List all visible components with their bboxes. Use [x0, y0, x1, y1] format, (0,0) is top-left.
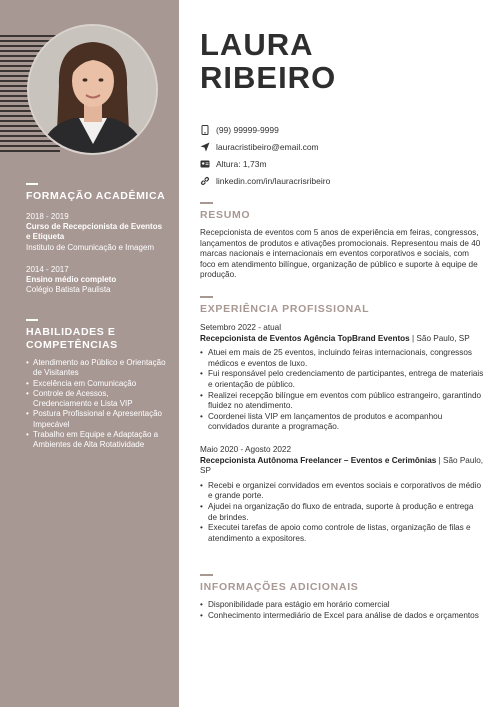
section-accent-bar — [200, 296, 213, 298]
job-location: | São Paulo, SP — [409, 333, 470, 343]
job-date: Maio 2020 - Agosto 2022 — [200, 444, 292, 454]
education-section — [26, 183, 166, 295]
link-icon — [200, 176, 210, 186]
height-text: Altura: 1,73m — [216, 158, 267, 169]
skill-item: • Controle de Acessos, Credenciamento e Lista VIP — [26, 389, 166, 410]
education-degree: Ensino médio completo — [26, 275, 117, 285]
email-link[interactable]: lauracristibeiro@email.com — [216, 141, 319, 152]
job-bullet: • Atuei em mais de 25 eventos, incluindo feiras internacionais, congressos médicos e eventos de luxo. — [200, 348, 484, 369]
skills-section — [26, 319, 166, 451]
contact-linkedin — [200, 172, 490, 189]
additional-info-item: • Conhecimento intermediário de Excel para análise de dados e orçamentos — [200, 611, 484, 622]
summary-section — [200, 202, 484, 281]
job-bullets — [200, 481, 484, 545]
job-entry — [200, 445, 484, 544]
job-location: | São Paulo, SP — [200, 455, 484, 476]
section-accent-bar — [200, 202, 213, 204]
job-bullet: • Ajudei na organização do fluxo de entrada, suporte à produção e entrega de brindes. — [200, 502, 484, 523]
summary-heading: RESUMO — [200, 209, 251, 221]
additional-info-heading: INFORMAÇÕES ADICIONAIS — [200, 581, 359, 593]
job-entry — [200, 323, 484, 433]
job-bullet: • Fui responsável pelo credenciamento de participantes, entrega de materiais e orientação de público. — [200, 369, 484, 390]
job-date: Setembro 2022 - atual — [200, 323, 282, 332]
sidebar — [0, 0, 179, 707]
phone-icon — [200, 125, 210, 135]
section-accent-bar — [200, 574, 213, 576]
skills-list — [26, 358, 166, 451]
contact-height — [200, 155, 490, 172]
skill-item: • Excelência em Comunicação — [26, 379, 166, 389]
education-school: Colégio Batista Paulista — [26, 285, 111, 295]
education-heading: FORMAÇÃO ACADÊMICA — [26, 190, 166, 202]
phone-text: (99) 99999-9999 — [216, 124, 279, 135]
contact-email — [200, 138, 490, 155]
first-name: LAURA — [200, 27, 314, 62]
job-bullet: • Executei tarefas de apoio como controle de listas, organização de filas e atendimento a expositores. — [200, 523, 484, 544]
job-bullet: • Realizei recepção bilíngue em eventos com público estrangeiro, garantindo fluidez no atendimento. — [200, 391, 484, 412]
id-card-icon — [200, 159, 210, 169]
education-entry — [26, 265, 166, 296]
education-degree: Curso de Recepcionista de Eventos e Etiqueta — [26, 222, 163, 242]
education-school: Instituto de Comunicação e Imagem — [26, 242, 155, 252]
candidate-name — [200, 28, 490, 94]
job-bullets — [200, 348, 484, 433]
experience-section — [200, 296, 484, 544]
job-title: Recepcionista Autônoma Freelancer – Eventos e Cerimônias — [200, 455, 437, 465]
skill-item: • Trabalho em Equipe e Adaptação a Ambientes de Alta Rotatividade — [26, 430, 166, 451]
last-name: RIBEIRO — [200, 60, 337, 95]
job-title: Recepcionista de Eventos Agência TopBrand Eventos — [200, 333, 410, 343]
linkedin-link[interactable]: linkedin.com/in/lauracrisribeiro — [216, 175, 331, 186]
profile-photo — [27, 24, 158, 155]
job-bullet: • Coordenei lista VIP em lançamentos de produtos e acompanhou convidados durante a programação. — [200, 412, 484, 433]
job-heading — [200, 334, 484, 345]
additional-info-item: • Disponibilidade para estágio em horário comercial — [200, 600, 484, 611]
section-accent-bar — [26, 183, 38, 185]
skills-heading: HABILIDADES E COMPETÊNCIAS — [26, 326, 118, 351]
education-entry — [26, 212, 166, 253]
contact-list — [200, 121, 490, 189]
additional-info-list — [200, 600, 484, 621]
summary-text: Recepcionista de eventos com 5 anos de experiência em feiras, congressos, lançamentos de produtos e ativações promocionais. Representou mais de 40 marcas nacionais e internacionais em eventos corporativos e sociais, com foco em atendimento bilíngue, organização de público e suporte à equipe de produção. — [200, 228, 481, 280]
send-icon — [200, 142, 210, 152]
section-accent-bar — [26, 319, 38, 321]
education-date: 2014 - 2017 — [26, 264, 69, 274]
additional-info-section — [200, 574, 484, 621]
job-bullet: • Recebi e organizei convidados em eventos sociais e corporativos de médio e grande porte. — [200, 481, 484, 502]
job-heading — [200, 456, 484, 477]
education-date: 2018 - 2019 — [26, 212, 69, 221]
experience-heading: EXPERIÊNCIA PROFISSIONAL — [200, 303, 370, 315]
contact-phone — [200, 121, 490, 138]
skill-item: • Atendimento ao Público e Orientação de Visitantes — [26, 358, 166, 379]
skill-item: • Postura Profissional e Apresentação Impecável — [26, 409, 166, 430]
